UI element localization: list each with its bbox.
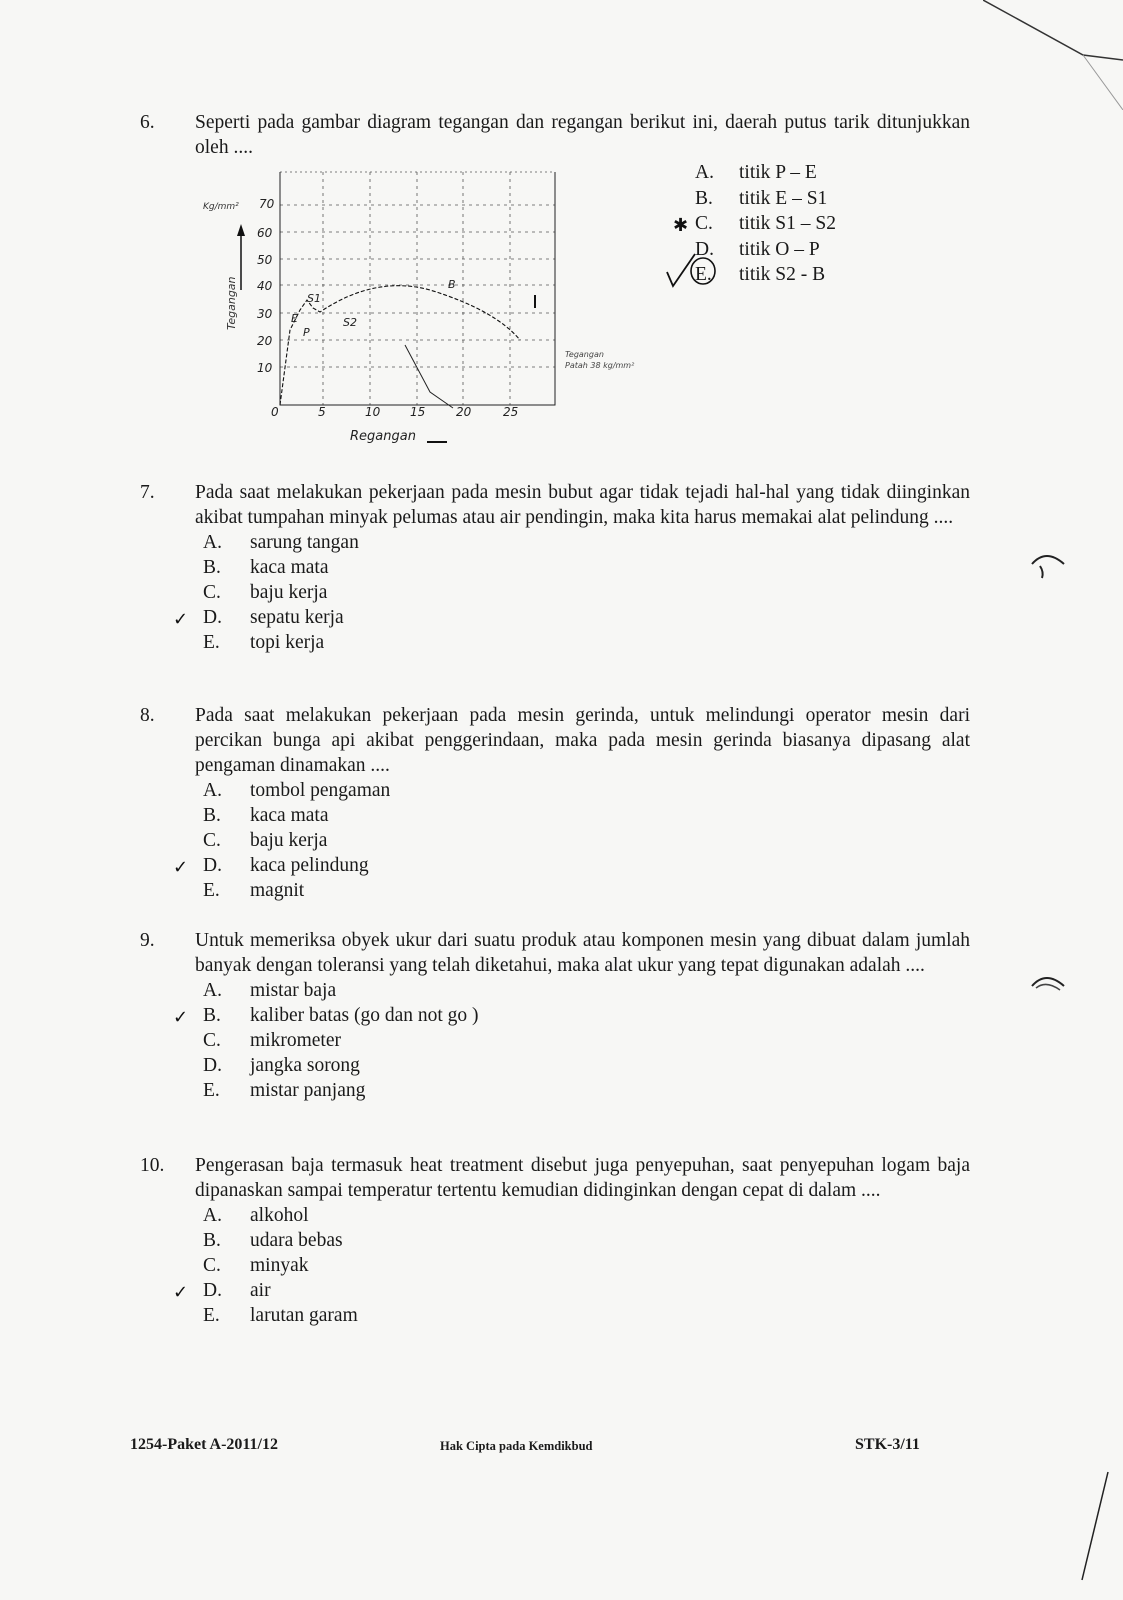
option-a[interactable]: A. mistar baja — [203, 980, 337, 1001]
x-tick: 15 — [410, 405, 426, 419]
x-tick: 10 — [365, 405, 381, 419]
point-label: S1 — [307, 292, 321, 305]
footer-center: Hak Cipta pada Kemdikbud — [440, 1439, 593, 1453]
options — [173, 978, 970, 1103]
question-text: Pada saat melakukan pekerjaan pada mesin gerinda, untuk melindungi operator mesin dari percikan bunga api akibat penggerindaan, maka pada mesin gerinda biasanya dipasang alat pengaman dinamakan .... — [195, 705, 970, 776]
x-tick: 0 — [271, 405, 279, 419]
y-unit-label: Kg/mm² — [203, 202, 239, 212]
x-tick-labels — [271, 405, 518, 419]
footer-right: STK-3/11 — [855, 1436, 920, 1453]
question-10 — [140, 1153, 970, 1328]
option-b[interactable]: B. udara bebas — [203, 1230, 343, 1251]
question-text: Pada saat melakukan pekerjaan pada mesin bubut agar tidak tejadi hal-hal yang tidak diinginkan akibat tumpahan minyak pelumas atau air pendingin, maka kita harus memakai alat pelindung .... — [195, 482, 970, 528]
question-8 — [140, 703, 970, 903]
question-number: 9. — [140, 930, 155, 951]
footer-left: 1254-Paket A-2011/12 — [130, 1436, 278, 1453]
x-tick: 25 — [503, 405, 519, 419]
option-c[interactable]: C. baju kerja — [203, 830, 328, 851]
x-tick: 5 — [318, 405, 326, 419]
question-number: 10. — [140, 1155, 165, 1176]
check-mark-icon: ✱ — [673, 215, 689, 236]
y-tick: 40 — [257, 279, 273, 293]
x-axis-label: Regangan — [350, 429, 416, 444]
question-text: Pengerasan baja termasuk heat treatment disebut juga penyepuhan, saat penyepuhan logam baja dipanaskan sampai temperatur tertentu kemudian didinginkan dengan cepat di dalam .... — [195, 1155, 970, 1201]
option-d[interactable]: ✓ D. sepatu kerja — [173, 607, 344, 630]
check-mark-icon: ✓ — [173, 1007, 189, 1028]
page-corner-fold-icon — [983, 0, 1123, 110]
question-number: 6. — [140, 112, 155, 133]
y-tick: 10 — [257, 361, 273, 375]
options — [173, 1203, 970, 1328]
question-text: Untuk memeriksa obyek ukur dari suatu produk atau komponen mesin yang dibuat dalam jumlah banyak dengan toleransi yang telah diketahui, maka alat ukur yang tepat digunakan adalah .... — [195, 930, 970, 976]
option-c[interactable]: C. mikrometer — [203, 1030, 341, 1051]
y-tick-labels — [257, 197, 275, 375]
point-labels — [291, 278, 456, 339]
option-e[interactable]: E. topi kerja — [203, 632, 325, 653]
option-e[interactable]: E. larutan garam — [203, 1305, 358, 1326]
option-c[interactable]: C. minyak — [203, 1255, 309, 1276]
check-mark-icon: ✓ — [173, 1282, 189, 1303]
question-number: 7. — [140, 482, 155, 503]
question-6 — [140, 110, 970, 160]
punch-hole-icon — [1030, 550, 1070, 580]
point-label: S2 — [343, 316, 357, 329]
point-label: B — [448, 278, 456, 291]
point-label: E — [291, 312, 298, 325]
x-tick: 20 — [456, 405, 472, 419]
point-label: P — [303, 326, 310, 339]
question-text: Seperti pada gambar diagram tegangan dan regangan berikut ini, daerah putus tarik ditunjukkan oleh .... — [195, 112, 970, 158]
option-c[interactable]: C. baju kerja — [203, 582, 328, 603]
option-b[interactable]: ✓ B. kaliber batas (go dan not go ) — [173, 1005, 479, 1028]
options — [173, 778, 970, 903]
option-d[interactable]: ✓ D. air — [173, 1280, 271, 1303]
punch-hole-icon — [1030, 972, 1070, 1002]
question-7 — [140, 480, 970, 655]
option-a[interactable]: A. sarung tangan — [203, 532, 359, 553]
stress-strain-diagram — [195, 160, 695, 460]
check-mark-icon: ✓ — [173, 609, 189, 630]
y-tick: 30 — [257, 307, 273, 321]
y-axis-label: Tegangan — [225, 276, 238, 330]
option-a[interactable]: A. alkohol — [203, 1205, 309, 1226]
option-a[interactable]: A. tombol pengaman — [203, 780, 391, 801]
check-mark-icon: ✓ — [173, 857, 189, 878]
option-e[interactable]: E. mistar panjang — [203, 1080, 366, 1101]
option-d[interactable]: ✓ D. kaca pelindung — [173, 855, 369, 878]
y-tick: 60 — [257, 226, 273, 240]
option-b[interactable]: B. kaca mata — [203, 805, 329, 826]
note-label: Tegangan — [565, 350, 604, 359]
options — [173, 530, 970, 655]
question-9 — [140, 928, 970, 1103]
y-tick: 20 — [257, 334, 273, 348]
note-label: Patah 38 kg/mm² — [565, 361, 635, 370]
option-e[interactable]: E. magnit — [203, 880, 305, 901]
option-b[interactable]: B. kaca mata — [203, 557, 329, 578]
question-number: 8. — [140, 705, 155, 726]
y-tick: 70 — [259, 197, 275, 211]
option-d[interactable]: D. jangka sorong — [203, 1055, 360, 1076]
y-tick: 50 — [257, 253, 273, 267]
page-edge-mark — [1080, 1470, 1110, 1590]
